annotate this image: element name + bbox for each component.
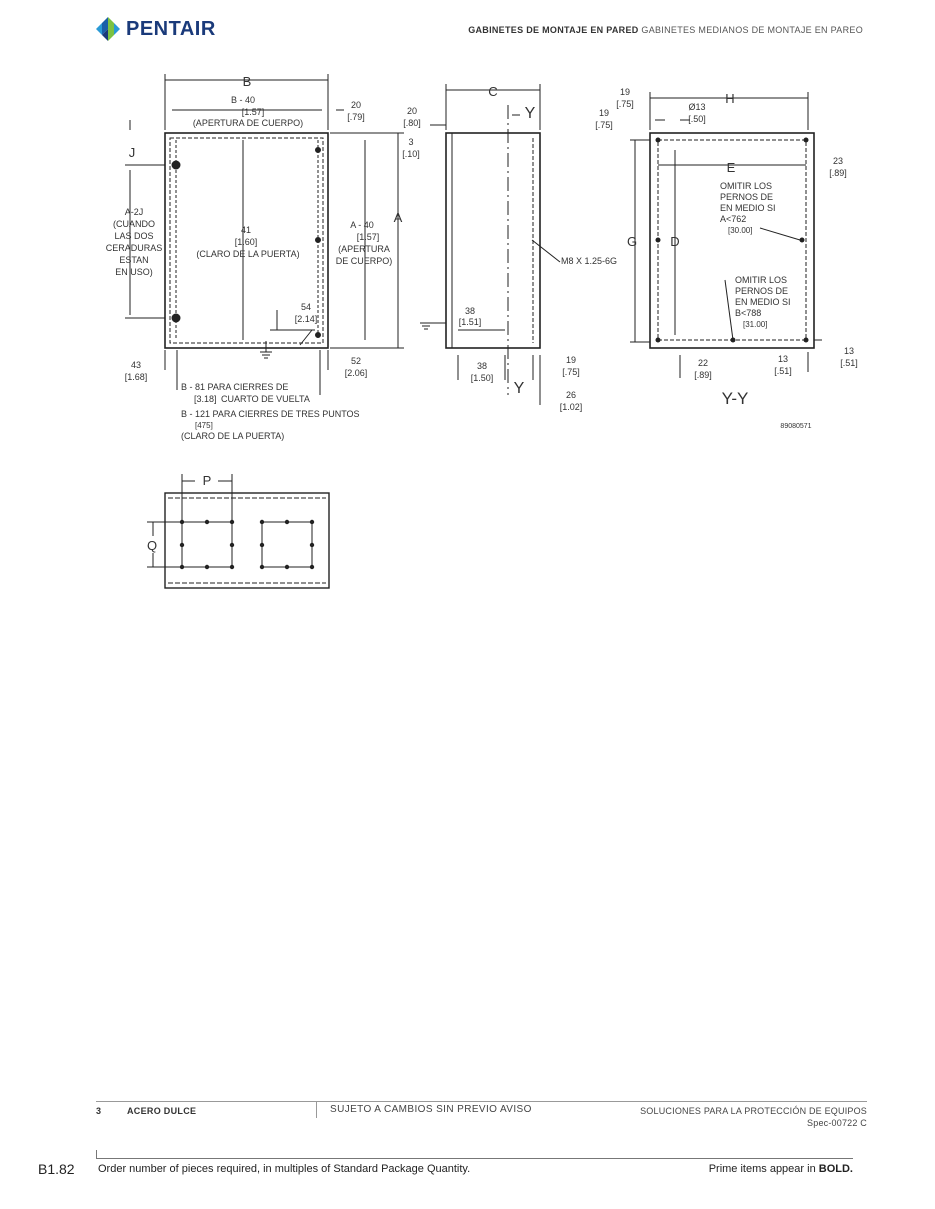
change-notice: SUJETO A CAMBIOS SIN PREVIO AVISO <box>330 1104 532 1115</box>
dimension-label: Ø13 <box>688 102 706 112</box>
dim-20: 20 <box>350 100 362 110</box>
dimension-label: [1.68] <box>124 372 148 382</box>
drawing-number: 89080571 <box>780 423 812 430</box>
prime-bold: BOLD. <box>818 1163 853 1175</box>
dimension-label: A - 40 <box>350 220 374 230</box>
dimension-label: 23 <box>832 156 844 166</box>
dimension-label: [1.51] <box>458 317 482 327</box>
dimension-label: (CUANDO <box>113 219 155 229</box>
bolt-spec: M8 X 1.25-6G <box>561 256 618 266</box>
dimension-label: B - 121 PARA CIERRES DE TRES PUNTOS <box>181 409 360 419</box>
solutions-text: SOLUCIONES PARA LA PROTECCIÓN DE EQUIPOS <box>640 1106 867 1116</box>
dimension-label: LAS DOS <box>114 231 154 241</box>
dimension-label: [475] <box>195 421 213 430</box>
dimension-label: 26 <box>565 390 577 400</box>
dimension-label: B - 81 PARA CIERRES DE <box>181 382 289 392</box>
dimension-label: EN MEDIO SI <box>735 297 791 307</box>
dimension-label: 19 <box>619 87 631 97</box>
dim-H: H <box>725 91 735 106</box>
dim-b-opening: B - 40 <box>230 95 256 105</box>
footer-divider <box>316 1102 317 1118</box>
dimension-label: A<762 <box>720 214 747 224</box>
dimension-label: [1.60] <box>234 237 258 247</box>
dimension-label: 13 <box>777 354 789 364</box>
dimension-label: [2.06] <box>344 368 368 378</box>
cutout-right <box>262 522 312 567</box>
dimension-label: [.50] <box>688 114 706 124</box>
dimension-label: 54 <box>300 302 312 312</box>
dimension-label: PERNOS DE <box>735 286 789 296</box>
dimension-label: (CLARO DE LA PUERTA) <box>181 431 285 441</box>
material: ACERO DULCE <box>127 1106 197 1116</box>
catalog-page: B1.82 <box>38 1161 75 1177</box>
dimension-label: [.75] <box>616 99 634 109</box>
dim-20-in: [.79] <box>347 112 365 122</box>
dimension-label: A-2J <box>124 207 144 217</box>
dimension-label: [.89] <box>694 370 712 380</box>
dimension-label: [31.00] <box>743 320 768 329</box>
dimension-label: OMITIR LOS <box>735 275 788 285</box>
dimension-label: 20 <box>406 106 418 116</box>
side-view-body <box>446 133 540 348</box>
footer-rule <box>96 1158 853 1159</box>
dimension-label: 19 <box>565 355 577 365</box>
dimension-label: 19 <box>598 108 610 118</box>
header-subcategory: GABINETES MEDIANOS DE MONTAJE EN PAREO <box>641 25 863 35</box>
dim-P: P <box>202 473 212 488</box>
dimension-label: [.51] <box>840 358 858 368</box>
dimension-label: 41 <box>240 225 252 235</box>
dim-B: B <box>242 74 252 89</box>
dimension-label: [2.14] <box>294 314 318 324</box>
dim-C: C <box>488 84 498 99</box>
dimension-label: DE CUERPO) <box>335 256 393 266</box>
dimension-label: 52 <box>350 356 362 366</box>
dim-E: E <box>726 160 736 175</box>
section-label: Y-Y <box>721 389 749 408</box>
section-mark-bottom: Y <box>513 380 525 397</box>
dimension-label: 38 <box>476 361 488 371</box>
dimension-label: 13 <box>843 346 855 356</box>
section-mark-top: Y <box>524 105 536 122</box>
dimension-label: CERADURAS <box>105 243 163 253</box>
dimension-label: OMITIR LOS <box>720 181 773 191</box>
dim-J: J <box>128 145 136 160</box>
header-category: GABINETES DE MONTAJE EN PARED <box>468 25 639 35</box>
spec-number: Spec-00722 C <box>807 1118 867 1128</box>
page-number: 3 <box>96 1106 102 1116</box>
dim-G: G <box>626 234 638 249</box>
catalog-footer <box>30 1158 853 1180</box>
brand-name: PENTAIR <box>126 17 216 40</box>
dim-b-opening-in: [1.57] <box>241 107 265 117</box>
dimension-label: [1.02] <box>559 402 583 412</box>
dimension-label: [1.57] <box>356 232 380 242</box>
dimension-label: [.51] <box>774 366 792 376</box>
prime-note <box>709 1163 853 1175</box>
dimension-label: [1.50] <box>470 373 494 383</box>
cutout-left <box>182 522 232 567</box>
dim-Q: Q <box>146 538 158 553</box>
dimension-label: [.75] <box>595 120 613 130</box>
dimension-label: ESTAN <box>119 255 149 265</box>
dimension-label: [.75] <box>562 367 580 377</box>
dimension-label: PERNOS DE <box>720 192 774 202</box>
footer-right <box>640 1105 867 1129</box>
dimension-label: 43 <box>130 360 142 370</box>
top-view-body <box>165 493 329 588</box>
dimension-label: 22 <box>697 358 709 368</box>
dimension-label: [.89] <box>829 168 847 178</box>
dim-A: A <box>393 210 403 225</box>
dimension-label: [.80] <box>403 118 421 128</box>
footer-tick <box>96 1150 97 1158</box>
dimension-label: 38 <box>464 306 476 316</box>
dimension-label: EN USO) <box>115 267 153 277</box>
dimension-label: (CLARO DE LA PUERTA) <box>196 249 300 259</box>
dimension-label: (APERTURA <box>338 244 390 254</box>
spec-footer <box>96 1101 867 1134</box>
dim-3: 3 <box>408 137 414 147</box>
dimension-label: B<788 <box>735 308 762 318</box>
dimension-label: [30.00] <box>728 226 753 235</box>
dimension-label: EN MEDIO SI <box>720 203 776 213</box>
dimension-label: [3.18] <box>194 394 217 404</box>
dim-3-in: [.10] <box>402 149 420 159</box>
prime-note-text: Prime items appear in <box>708 1163 816 1175</box>
dim-D: D <box>670 234 680 249</box>
order-note: Order number of pieces required, in multiples of Standard Package Quantity. <box>98 1163 471 1175</box>
dim-b-opening-note: (APERTURA DE CUERPO) <box>192 118 304 128</box>
dimension-label: CUARTO DE VUELTA <box>221 394 310 404</box>
